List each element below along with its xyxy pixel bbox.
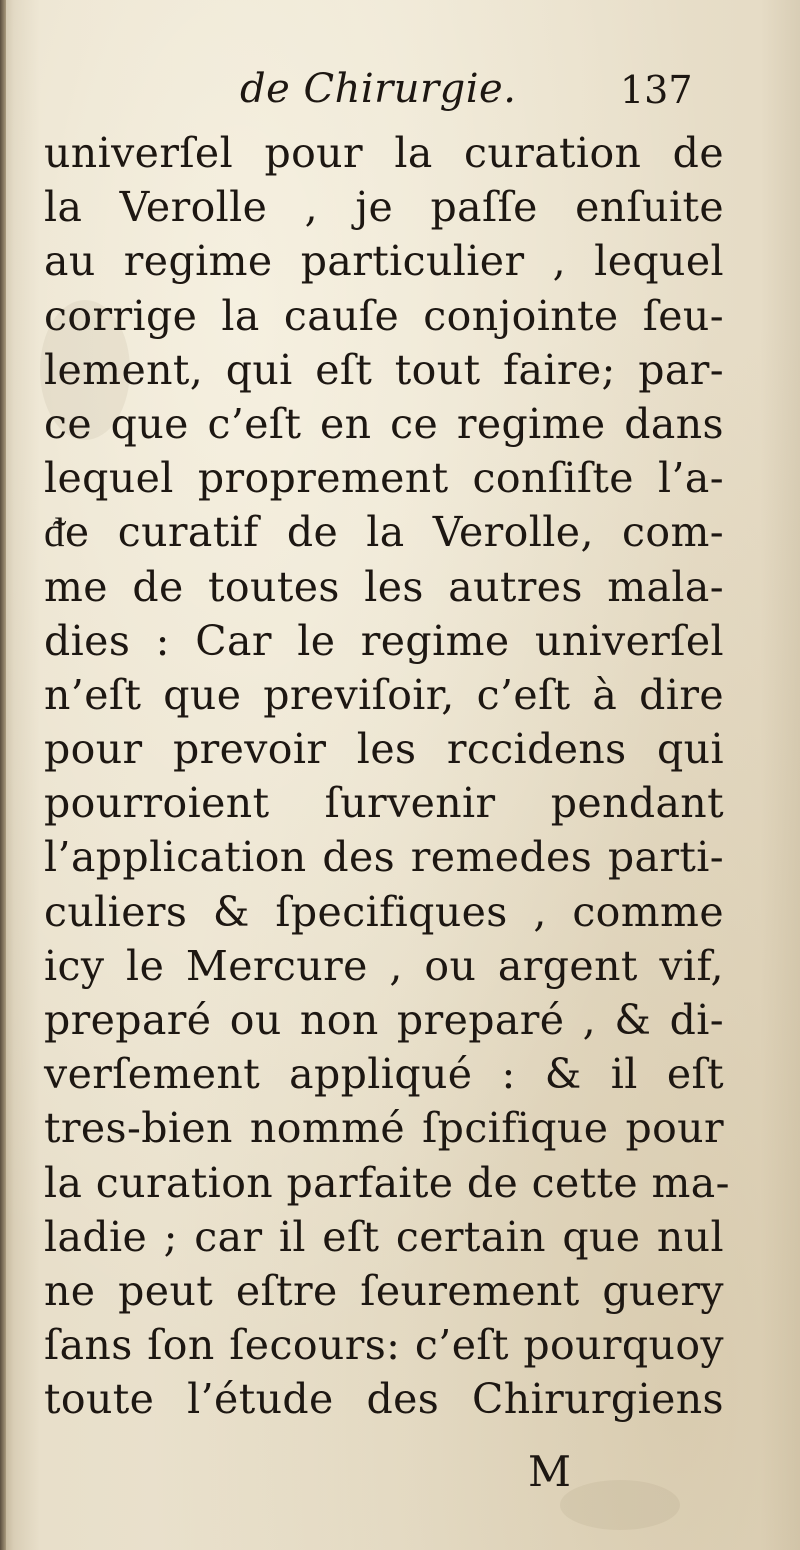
text-line: lement, qui eſt tout faire; par- [44, 345, 724, 394]
text-line: dies : Car le regime univerſel [44, 616, 724, 665]
page-number: 137 [620, 68, 693, 112]
text-line: culiers & ſpecifiques , comme [44, 887, 724, 936]
text-line: ne peut eſtre ſeurement guery [44, 1266, 724, 1315]
text-line: verſement appliqué : & il eſt [44, 1050, 724, 1099]
page-header [0, 66, 800, 126]
text-line: la Verolle , je paſſe enſuite [44, 183, 724, 232]
text-line: l’application des remedes parti- [44, 833, 724, 882]
running-title: de Chirurgie. [240, 66, 517, 112]
text-line: au regime particulier , lequel [44, 237, 724, 286]
text-line: me de toutes les autres mala- [44, 562, 724, 611]
signature-mark: M [528, 1447, 574, 1496]
body-text [44, 126, 730, 1427]
text-line: univerſel pour la curation de [44, 129, 724, 177]
text-line: corrige la cauſe conjointe ſeu- [44, 291, 724, 340]
text-line: la curation parfaite de cette ma- [44, 1158, 730, 1207]
text-line: preparé ou non preparé , & di- [44, 996, 724, 1044]
text-line: ce que c’eſt en ce regime dans [44, 399, 724, 448]
text-line: lequel proprement conſiſte l’a- [44, 454, 724, 503]
text-line: ſans ſon ſecours: c’eſt pourquoy [44, 1321, 724, 1370]
signature-line [0, 1447, 800, 1507]
text-line: pourroient ſurvenir pendant [44, 779, 724, 828]
text-line: toute l’étude des Chirurgiens [44, 1375, 724, 1424]
text-line: pour prevoir les rccidens qui [44, 725, 724, 774]
text-line: icy le Mercure , ou argent vif, [44, 941, 724, 990]
binding-gutter [0, 0, 6, 1550]
text-line: tres-bien nommé ſpcifique pour [44, 1104, 724, 1153]
text-line: n’eſt que previſoir, c’eſt à dire [44, 670, 724, 719]
text-line: ᵭe curatif de la Verolle, com- [44, 508, 724, 557]
text-line: ladie ; car il eſt certain que nul [44, 1212, 724, 1261]
